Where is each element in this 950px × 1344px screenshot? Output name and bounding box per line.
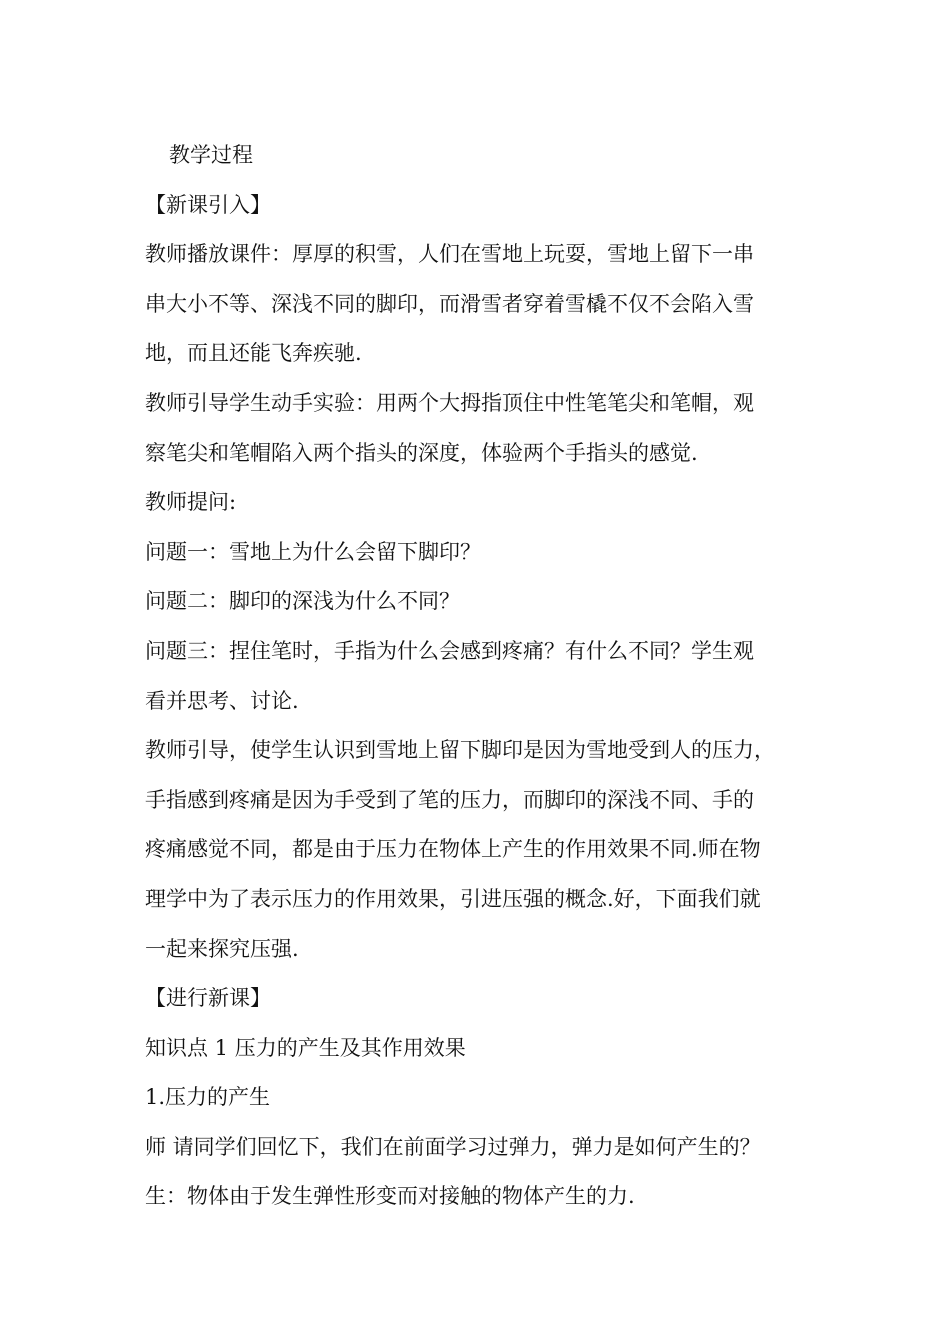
text-line: 问题三：捏住笔时，手指为什么会感到疼痛？有什么不同？学生观 [145,638,754,663]
section-heading: 教学过程 [169,143,253,167]
text-line: 察笔尖和笔帽陷入两个指头的深度，体验两个手指头的感觉. [145,440,698,465]
text-line: 疼痛感觉不同，都是由于压力在物体上产生的作用效果不同.师在物 [145,837,761,862]
intro-paragraph-2 [145,379,815,478]
knowledge-point-title: 知识点 1 压力的产生及其作用效果 [145,1035,466,1060]
text-line: 串大小不等、深浅不同的脚印，而滑雪者穿着雪橇不仅不会陷入雪 [145,291,754,316]
teacher-question-label: 教师提问: [145,490,237,515]
text-line: 手指感到疼痛是因为手受到了笔的压力，而脚印的深浅不同、手的 [145,787,754,812]
document-body [145,131,815,1222]
text-line: 地，而且还能飞奔疾驰. [145,341,362,366]
text-line: 看并思考、讨论. [145,688,299,713]
intro-paragraph-1 [145,230,815,379]
section-intro-title: 【新课引入】 [145,192,271,217]
text-line: 教师引导，使学生认识到雪地上留下脚印是因为雪地受到人的压力， [145,738,775,763]
teacher-dialogue: 师 请同学们回忆下，我们在前面学习过弹力，弹力是如何产生的？ [145,1134,761,1159]
question-1: 问题一：雪地上为什么会留下脚印？ [145,539,481,564]
question-2: 问题二：脚印的深浅为什么不同？ [145,589,460,614]
question-3 [145,627,815,726]
text-line: 理学中为了表示压力的作用效果，引进压强的概念.好，下面我们就 [145,886,761,911]
guidance-paragraph [145,726,815,974]
text-line: 教师播放课件：厚厚的积雪，人们在雪地上玩耍，雪地上留下一串 [145,242,754,267]
text-line: 一起来探究压强. [145,936,299,961]
text-line: 教师引导学生动手实验：用两个大拇指顶住中性笔笔尖和笔帽，观 [145,390,754,415]
subheading: 1.压力的产生 [145,1085,271,1110]
student-dialogue: 生：物体由于发生弹性形变而对接触的物体产生的力. [145,1184,635,1209]
section-new-title: 【进行新课】 [145,986,271,1011]
